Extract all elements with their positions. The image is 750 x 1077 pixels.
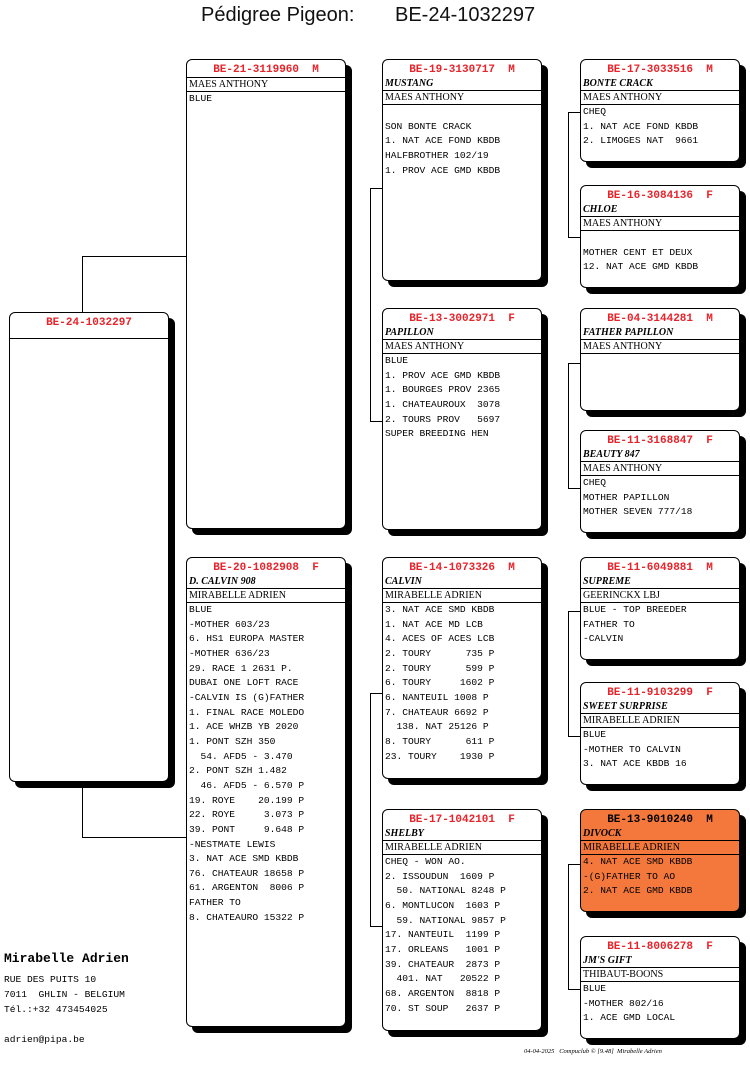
detail-line: MOTHER CENT ET DEUX (583, 246, 693, 258)
ring-number: BE-04-3144281 M (607, 313, 713, 325)
ddd-card (580, 936, 740, 1039)
detail-line: DUBAI ONE LOFT RACE (189, 677, 299, 689)
connector-line (568, 363, 569, 489)
detail-line: 2. PONT SZH 1.482 (189, 765, 287, 777)
pigeon-details (581, 476, 739, 520)
breeder-street: RUE DES PUITS 10 (4, 974, 97, 985)
owner-name: MAES ANTHONY (581, 461, 739, 476)
pigeon-name: BEAUTY 847 (583, 449, 640, 460)
detail-line: -MOTHER 802/16 (583, 997, 664, 1009)
detail-line: 1. NAT ACE FOND KBDB (385, 135, 501, 147)
pigeon-name: SWEET SURPRISE (583, 701, 668, 712)
pigeon-details (581, 105, 739, 149)
detail-line: BLUE (385, 355, 409, 366)
pigeon-name: PAPILLON (385, 327, 434, 338)
detail-line: 1. FINAL RACE MOLEDO (189, 706, 305, 718)
pigeon-name: SHELBY (385, 828, 424, 839)
detail-line: -MOTHER TO CALVIN (583, 743, 681, 755)
detail-line: 1. PROV ACE GMD KBDB (385, 369, 501, 381)
detail-line: BLUE (583, 729, 607, 740)
pigeon-name: BONTE CRACK (583, 78, 653, 89)
owner-name: GEERINCKX LBJ (581, 588, 739, 603)
sire-dam-card (382, 308, 542, 530)
footer-credit: 04-04-2025 Compuclub © [9.48] Mirabelle Adrien (524, 1048, 662, 1055)
pigeon-details (581, 603, 739, 647)
detail-line: BLUE (189, 604, 213, 615)
ring-number: BE-20-1082908 F (213, 562, 319, 574)
detail-line: 19. ROYE 20.199 P (189, 794, 305, 806)
sdd-card (580, 430, 740, 533)
pigeon-name: CHLOE (583, 204, 618, 215)
detail-line: 401. NAT 20522 P (385, 973, 501, 985)
detail-line: -MOTHER 603/23 (189, 618, 270, 630)
detail-line: BLUE - TOP BREEDER (583, 604, 687, 615)
detail-line: 1. CHATEAUROUX 3078 (385, 398, 501, 410)
detail-line: 2. TOURY 599 P (385, 662, 495, 674)
detail-line: 3. NAT ACE SMD KBDB (189, 853, 299, 865)
detail-line: 23. TOURY 1930 P (385, 750, 495, 762)
detail-line: 2. LIMOGES NAT 9661 (583, 135, 699, 147)
detail-line: 8. TOURY 611 P (385, 735, 495, 747)
detail-line: SON BONTE CRACK (385, 120, 472, 132)
owner-name: MIRABELLE ADRIEN (383, 840, 541, 855)
detail-line: 61. ARGENTON 8006 P (189, 882, 305, 894)
connector-line (82, 837, 188, 838)
detail-line: 68. ARGENTON 8818 P (385, 987, 501, 999)
detail-line: 2. TOURY 735 P (385, 647, 495, 659)
detail-line: 2. NAT ACE GMD KBDB (583, 885, 693, 897)
connector-line (82, 256, 188, 257)
pigeon-details (187, 603, 345, 925)
detail-line (385, 105, 541, 120)
pigeon-name: MUSTANG (385, 78, 434, 89)
owner-name: MAES ANTHONY (383, 90, 541, 105)
sss-card (580, 59, 740, 162)
pigeon-name: SUPREME (583, 576, 631, 587)
detail-line: 76. CHATEAUR 18658 P (189, 867, 305, 879)
ring-number: BE-16-3084136 F (607, 190, 713, 202)
detail-line: 1. BOURGES PROV 2365 (385, 384, 501, 396)
title-ring-number: BE-24-1032297 (395, 4, 536, 26)
detail-line: 4. NAT ACE SMD KBDB (583, 856, 693, 867)
detail-line: 3. NAT ACE KBDB 16 (583, 758, 687, 770)
ring-number: BE-19-3130717 M (409, 64, 515, 76)
breeder-name: Mirabelle Adrien (4, 951, 129, 966)
detail-line: CHEQ (583, 106, 607, 117)
detail-line: 17. NANTEUIL 1199 P (385, 929, 501, 941)
sire-card (186, 59, 346, 529)
owner-name: MAES ANTHONY (581, 339, 739, 354)
pigeon-name: CALVIN (385, 576, 422, 587)
detail-line: CHEQ - WON AO. (385, 856, 466, 867)
detail-line: 6. NANTEUIL 1008 P (385, 691, 489, 703)
detail-line: 17. ORLEANS 1001 P (385, 943, 501, 955)
detail-line: BLUE (189, 93, 213, 104)
pigeon-name: FATHER PAPILLON (583, 327, 674, 338)
owner-name: MIRABELLE ADRIEN (581, 713, 739, 728)
detail-line: 6. HS1 EUROPA MASTER (189, 633, 305, 645)
pigeon-details (383, 603, 541, 764)
breeder-email: adrien@pipa.be (4, 1034, 85, 1045)
ring-number: BE-11-8006278 F (607, 941, 713, 953)
owner-name: MAES ANTHONY (187, 77, 345, 92)
detail-line: 7. CHATEAUR 6692 P (385, 706, 489, 718)
detail-line: SUPER BREEDING HEN (385, 428, 489, 440)
owner-name: MAES ANTHONY (581, 216, 739, 231)
detail-line: 2. TOURS PROV 5697 (385, 413, 501, 425)
breeder-city: 7011 GHLIN - BELGIUM (4, 989, 125, 1000)
pigeon-name: DIVOCK (583, 828, 622, 839)
detail-line: 3. NAT ACE SMD KBDB (385, 604, 495, 615)
connector-line (568, 112, 569, 238)
detail-line: -CALVIN (583, 633, 624, 645)
detail-line: HALFBROTHER 102/19 (385, 149, 489, 161)
ring-number: BE-14-1073326 M (409, 562, 515, 574)
connector-line (370, 188, 371, 422)
pigeon-details (383, 354, 541, 442)
detail-line: MOTHER PAPILLON (583, 491, 670, 503)
dam-dam-card (382, 809, 542, 1031)
detail-line: 8. CHATEAURO 15322 P (189, 911, 305, 923)
detail-line: 39. PONT 9.648 P (189, 823, 305, 835)
detail-line: 1. PONT SZH 350 (189, 735, 276, 747)
ssd-card (580, 185, 740, 288)
pigeon-details (581, 855, 739, 899)
detail-line: 46. AFD5 - 6.570 P (189, 779, 305, 791)
connector-line (370, 693, 371, 927)
owner-name: MIRABELLE ADRIEN (383, 588, 541, 603)
detail-line: 6. MONTLUCON 1603 P (385, 899, 501, 911)
dsd-card (580, 682, 740, 785)
ring-number: BE-17-3033516 M (607, 64, 713, 76)
detail-line: -MOTHER 636/23 (189, 647, 270, 659)
detail-line: 70. ST SOUP 2637 P (385, 1002, 501, 1014)
connector-line (568, 611, 569, 737)
detail-line: FATHER TO (189, 897, 241, 909)
detail-line: 29. RACE 1 2631 P. (189, 662, 293, 674)
dam-card (186, 557, 346, 1027)
detail-line: FATHER TO (583, 618, 635, 630)
detail-line: 1. ACE WHZB YB 2020 (189, 721, 299, 733)
pigeon-details (383, 855, 541, 1016)
dss-card (580, 557, 740, 660)
detail-line: -(G)FATHER TO AO (583, 870, 676, 882)
title-label: Pédigree Pigeon: (201, 4, 355, 26)
sds-card (580, 308, 740, 411)
detail-line: 4. ACES OF ACES LCB (385, 633, 495, 645)
pigeon-name: JM'S GIFT (583, 955, 632, 966)
ring-number: BE-11-9103299 F (607, 687, 713, 699)
dds-card (580, 809, 740, 912)
detail-line (583, 231, 739, 246)
owner-name: MAES ANTHONY (581, 90, 739, 105)
detail-line: 12. NAT ACE GMD KBDB (583, 261, 699, 273)
detail-line: 6. TOURY 1602 P (385, 677, 495, 689)
detail-line: -NESTMATE LEWIS (189, 838, 276, 850)
pigeon-details (383, 105, 541, 178)
sire-sire-card (382, 59, 542, 281)
detail-line: 22. ROYE 3.073 P (189, 809, 305, 821)
owner-name: THIBAUT-BOONS (581, 967, 739, 982)
detail-line: 1. ACE GMD LOCAL (583, 1012, 676, 1024)
owner-name: MIRABELLE ADRIEN (187, 588, 345, 603)
connector-line (568, 864, 569, 990)
connector-line (82, 786, 83, 838)
pigeon-details (187, 92, 345, 107)
breeder-phone: Tél.:+32 473454025 (4, 1004, 108, 1015)
detail-line: BLUE (583, 983, 607, 994)
detail-line: 1. NAT ACE FOND KBDB (583, 120, 699, 132)
detail-line: 1. NAT ACE MD LCB (385, 618, 483, 630)
connector-line (82, 256, 83, 314)
owner-name: MAES ANTHONY (383, 339, 541, 354)
owner-name: MIRABELLE ADRIEN (581, 840, 739, 855)
detail-line: 39. CHATEAUR 2873 P (385, 958, 501, 970)
detail-line: CHEQ (583, 477, 607, 488)
detail-line: 138. NAT 25126 P (385, 721, 489, 733)
detail-line: 54. AFD5 - 3.470 (189, 750, 293, 762)
pigeon-name: D. CALVIN 908 (189, 576, 256, 587)
ring-number: BE-11-6049881 M (607, 562, 713, 574)
detail-line: 50. NATIONAL 8248 P (385, 885, 506, 897)
subject-ring-number: BE-24-1032297 (10, 313, 168, 339)
ring-number: BE-13-9010240 M (607, 814, 713, 826)
detail-line: 1. PROV ACE GMD KBDB (385, 164, 501, 176)
detail-line: 59. NATIONAL 9857 P (385, 914, 506, 926)
detail-line: MOTHER SEVEN 777/18 (583, 506, 693, 518)
pigeon-details (581, 728, 739, 772)
pigeon-details (581, 982, 739, 1026)
detail-line: 2. ISSOUDUN 1609 P (385, 870, 495, 882)
page-title (0, 4, 750, 30)
dam-sire-card (382, 557, 542, 779)
pigeon-details (581, 231, 739, 275)
ring-number: BE-13-3002971 F (409, 313, 515, 325)
subject-card (9, 312, 169, 782)
ring-number: BE-21-3119960 M (213, 64, 319, 76)
ring-number: BE-17-1042101 F (409, 814, 515, 826)
ring-number: BE-11-3168847 F (607, 435, 713, 447)
detail-line: -CALVIN IS (G)FATHER (189, 691, 305, 703)
